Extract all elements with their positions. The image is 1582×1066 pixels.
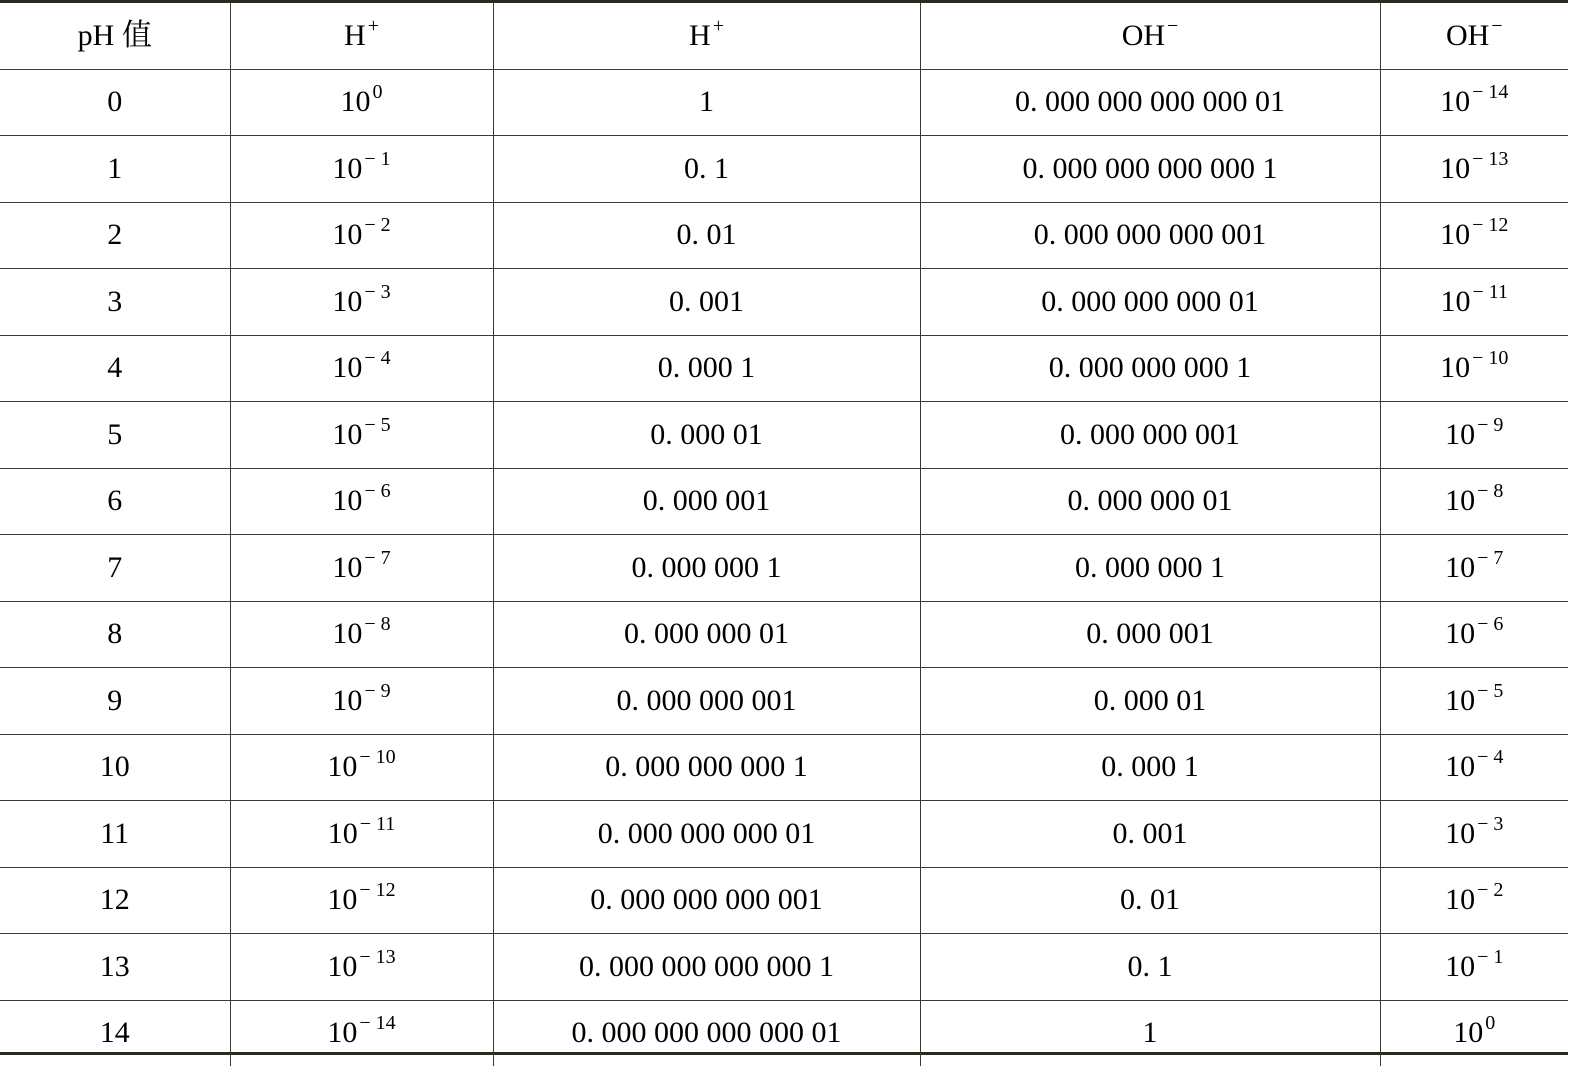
h-power-base: 10 xyxy=(327,883,358,917)
header-oh-power: OH − xyxy=(1380,3,1568,69)
h-power-base: 10 xyxy=(332,550,363,584)
h-power-exponent: − 2 xyxy=(364,214,391,237)
cell-ph: 5 xyxy=(0,402,230,469)
cell-h-power xyxy=(230,202,493,269)
cell-h-decimal: 0. 000 01 xyxy=(493,402,920,469)
cell-oh-decimal: 0. 1 xyxy=(920,934,1380,1001)
oh-power-exponent: − 11 xyxy=(1472,280,1509,303)
h-power-base: 10 xyxy=(327,816,358,850)
h-power-base: 10 xyxy=(332,218,363,252)
oh-power-base: 10 xyxy=(1445,683,1476,717)
cell-h-power xyxy=(230,801,493,868)
oh-power-base: 10 xyxy=(1453,1016,1484,1050)
cell-oh-decimal: 0. 000 1 xyxy=(920,734,1380,801)
cell-oh-power xyxy=(1380,535,1568,602)
cell-h-decimal: 1 xyxy=(493,69,920,136)
cell-oh-decimal: 0. 000 01 xyxy=(920,668,1380,735)
oh-power-exponent: − 2 xyxy=(1477,879,1504,902)
cell-h-power xyxy=(230,867,493,934)
h-power-base: 10 xyxy=(332,284,363,318)
oh-power-exponent: − 4 xyxy=(1477,746,1504,769)
table-row xyxy=(0,269,1568,336)
cell-h-decimal: 0. 01 xyxy=(493,202,920,269)
table-row xyxy=(0,69,1568,136)
oh-power-base: 10 xyxy=(1445,750,1476,784)
cell-oh-decimal: 0. 000 000 001 xyxy=(920,402,1380,469)
cell-ph: 13 xyxy=(0,934,230,1001)
oh-power-base: 10 xyxy=(1445,550,1476,584)
h-power-base: 10 xyxy=(327,1016,358,1050)
h-power-base: 10 xyxy=(332,351,363,385)
cell-h-power xyxy=(230,136,493,203)
cell-ph: 0 xyxy=(0,69,230,136)
oh-power-exponent: − 7 xyxy=(1477,546,1504,569)
cell-h-decimal: 0. 000 000 000 000 01 xyxy=(493,1000,920,1066)
oh-power-base: 10 xyxy=(1440,85,1471,119)
cell-ph: 4 xyxy=(0,335,230,402)
cell-oh-power xyxy=(1380,69,1568,136)
header-ph: pH 值 xyxy=(0,3,230,69)
cell-oh-power xyxy=(1380,202,1568,269)
cell-oh-power xyxy=(1380,335,1568,402)
table-row xyxy=(0,1000,1568,1066)
h-power-exponent: − 12 xyxy=(359,879,396,902)
oh-power-exponent: − 1 xyxy=(1477,945,1504,968)
oh-power-base: 10 xyxy=(1440,218,1471,252)
table-row xyxy=(0,202,1568,269)
cell-oh-decimal: 0. 000 000 000 000 1 xyxy=(920,136,1380,203)
cell-h-decimal: 0. 000 000 1 xyxy=(493,535,920,602)
table-body xyxy=(0,69,1568,1066)
cell-oh-decimal: 0. 01 xyxy=(920,867,1380,934)
oh-power-base: 10 xyxy=(1440,351,1471,385)
cell-oh-decimal: 0. 000 000 1 xyxy=(920,535,1380,602)
cell-ph: 2 xyxy=(0,202,230,269)
table-row xyxy=(0,601,1568,668)
cell-oh-power xyxy=(1380,136,1568,203)
h-power-base: 10 xyxy=(332,617,363,651)
oh-power-base: 10 xyxy=(1440,151,1471,185)
cell-h-decimal: 0. 000 000 000 01 xyxy=(493,801,920,868)
ph-concentration-table xyxy=(0,3,1568,1066)
h-power-base: 10 xyxy=(340,85,371,119)
cell-oh-power xyxy=(1380,668,1568,735)
h-power-base: 10 xyxy=(332,683,363,717)
oh-power-base: 10 xyxy=(1445,949,1476,983)
cell-h-power xyxy=(230,601,493,668)
cell-h-power xyxy=(230,69,493,136)
cell-ph: 7 xyxy=(0,535,230,602)
oh-power-base: 10 xyxy=(1445,816,1476,850)
oh-power-exponent: − 10 xyxy=(1472,347,1509,370)
oh-power-base: 10 xyxy=(1445,617,1476,651)
oh-power-base: 10 xyxy=(1445,484,1476,518)
cell-oh-power xyxy=(1380,734,1568,801)
cell-ph: 1 xyxy=(0,136,230,203)
cell-h-decimal: 0. 000 000 000 1 xyxy=(493,734,920,801)
cell-ph: 10 xyxy=(0,734,230,801)
oh-power-exponent: − 13 xyxy=(1472,147,1509,170)
h-power-exponent: − 10 xyxy=(359,746,396,769)
header-h-decimal: H + xyxy=(493,3,920,69)
cell-oh-decimal: 0. 000 000 000 000 01 xyxy=(920,69,1380,136)
cell-ph: 8 xyxy=(0,601,230,668)
oh-power-exponent: − 9 xyxy=(1477,413,1504,436)
cell-ph: 6 xyxy=(0,468,230,535)
cell-oh-decimal: 0. 000 000 000 1 xyxy=(920,335,1380,402)
table-row xyxy=(0,668,1568,735)
h-power-base: 10 xyxy=(332,417,363,451)
oh-power-exponent: − 12 xyxy=(1472,214,1509,237)
cell-h-decimal: 0. 000 000 001 xyxy=(493,668,920,735)
h-power-exponent: − 5 xyxy=(364,413,391,436)
cell-oh-power xyxy=(1380,934,1568,1001)
oh-power-exponent: − 3 xyxy=(1477,812,1504,835)
h-power-exponent: − 7 xyxy=(364,546,391,569)
header-row xyxy=(0,3,1568,69)
cell-oh-power xyxy=(1380,1000,1568,1066)
h-power-exponent: − 4 xyxy=(364,347,391,370)
oh-power-exponent: − 8 xyxy=(1477,480,1504,503)
cell-h-power xyxy=(230,668,493,735)
h-power-exponent: − 6 xyxy=(364,480,391,503)
h-power-exponent: − 3 xyxy=(364,280,391,303)
cell-h-power xyxy=(230,269,493,336)
oh-power-base: 10 xyxy=(1440,284,1471,318)
cell-oh-power xyxy=(1380,402,1568,469)
h-power-base: 10 xyxy=(327,750,358,784)
cell-h-decimal: 0. 001 xyxy=(493,269,920,336)
h-power-exponent: − 9 xyxy=(364,679,391,702)
header-oh-decimal: OH − xyxy=(920,3,1380,69)
cell-h-decimal: 0. 000 1 xyxy=(493,335,920,402)
table-row xyxy=(0,934,1568,1001)
cell-oh-power xyxy=(1380,801,1568,868)
h-power-exponent: − 14 xyxy=(359,1012,396,1035)
h-power-exponent: − 11 xyxy=(359,812,396,835)
cell-h-power xyxy=(230,535,493,602)
cell-h-power xyxy=(230,402,493,469)
cell-ph: 3 xyxy=(0,269,230,336)
cell-oh-decimal: 0. 000 000 000 01 xyxy=(920,269,1380,336)
table-row xyxy=(0,867,1568,934)
table-row xyxy=(0,535,1568,602)
oh-power-base: 10 xyxy=(1445,883,1476,917)
oh-power-exponent: − 14 xyxy=(1472,81,1509,104)
h-power-exponent: − 1 xyxy=(364,147,391,170)
cell-oh-power xyxy=(1380,468,1568,535)
cell-oh-decimal: 0. 001 xyxy=(920,801,1380,868)
h-power-base: 10 xyxy=(332,151,363,185)
oh-power-exponent: 0 xyxy=(1485,1012,1496,1035)
h-power-base: 10 xyxy=(327,949,358,983)
cell-ph: 11 xyxy=(0,801,230,868)
cell-oh-decimal: 0. 000 001 xyxy=(920,601,1380,668)
cell-oh-power xyxy=(1380,269,1568,336)
cell-ph: 12 xyxy=(0,867,230,934)
cell-h-power xyxy=(230,934,493,1001)
oh-power-exponent: − 5 xyxy=(1477,679,1504,702)
table-row xyxy=(0,468,1568,535)
header-h-power: H + xyxy=(230,3,493,69)
cell-h-decimal: 0. 1 xyxy=(493,136,920,203)
cell-h-decimal: 0. 000 000 01 xyxy=(493,601,920,668)
table-row xyxy=(0,136,1568,203)
h-power-base: 10 xyxy=(332,484,363,518)
cell-h-power xyxy=(230,1000,493,1066)
cell-h-decimal: 0. 000 000 000 000 1 xyxy=(493,934,920,1001)
cell-h-decimal: 0. 000 001 xyxy=(493,468,920,535)
table-row xyxy=(0,734,1568,801)
cell-h-power xyxy=(230,468,493,535)
cell-oh-decimal: 0. 000 000 01 xyxy=(920,468,1380,535)
oh-power-exponent: − 6 xyxy=(1477,613,1504,636)
h-power-exponent: − 8 xyxy=(364,613,391,636)
h-power-exponent: − 13 xyxy=(359,945,396,968)
cell-h-decimal: 0. 000 000 000 001 xyxy=(493,867,920,934)
cell-oh-decimal: 0. 000 000 000 001 xyxy=(920,202,1380,269)
table-row xyxy=(0,335,1568,402)
cell-h-power xyxy=(230,734,493,801)
cell-ph: 14 xyxy=(0,1000,230,1066)
cell-oh-power xyxy=(1380,601,1568,668)
oh-power-base: 10 xyxy=(1445,417,1476,451)
table-row xyxy=(0,402,1568,469)
h-power-exponent: 0 xyxy=(372,81,383,104)
cell-h-power xyxy=(230,335,493,402)
cell-ph: 9 xyxy=(0,668,230,735)
cell-oh-decimal: 1 xyxy=(920,1000,1380,1066)
table-row xyxy=(0,801,1568,868)
cell-oh-power xyxy=(1380,867,1568,934)
